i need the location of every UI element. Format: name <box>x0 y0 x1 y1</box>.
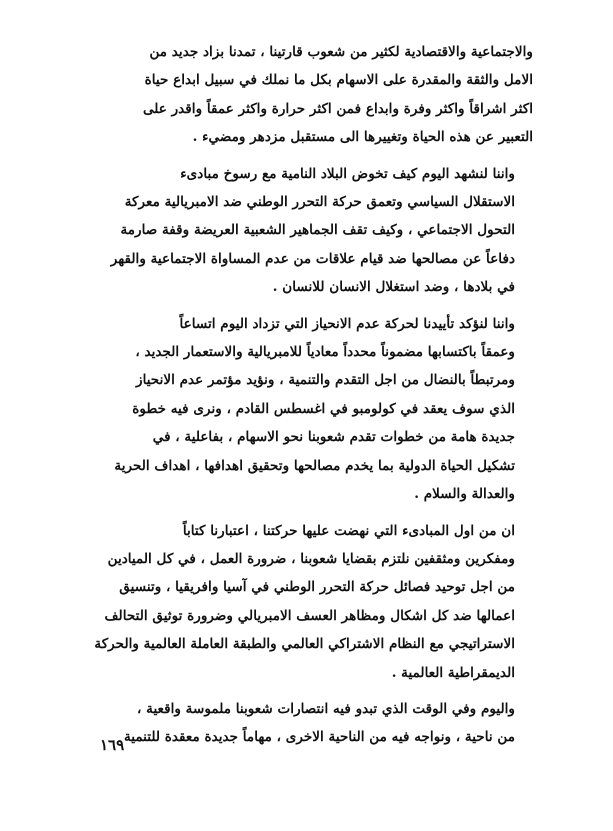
paragraph <box>88 38 533 152</box>
text-line: ومرتبطاً بالنضال من اجل التقدم والتنمية ، ونؤيد مؤتمر عدم الانحياز <box>136 372 515 389</box>
text-line: والعدالة والسلام . <box>414 486 515 503</box>
text-line: التعبير عن هذه الحياة وتغييرها الى مستقبل مزدهر ومضيء . <box>192 129 533 146</box>
text-line: الاستقلال السياسي وتعمق حركة التحرر الوطني ضد الامبريالية معركة <box>124 194 515 211</box>
text-line: تشكيل الحياة الدولية بما يخدم مصالحها وتحقيق اهدافها ، اهداف الحرية <box>114 457 515 474</box>
text-line: وعمقاً باكتسابها مضموناً محدداً معادياً للامبريالية والاستعمار الجديد ، <box>135 344 515 361</box>
text-line: واننا لنؤكد تأييدنا لحركة عدم الانحياز التي تزداد اليوم اتساعاً <box>179 315 515 332</box>
paragraph <box>88 695 533 752</box>
text-line: والاجتماعية والاقتصادية لكثير من شعوب قارتينا ، تمدنا بزاد جديد من <box>149 44 533 60</box>
text-line: الامل والثقة والمقدرة على الاسهام بكل ما نملك في سبيل ابداع حياة <box>144 72 533 89</box>
text-line: من ناحية ، ونواجه فيه من الناحية الاخرى ، مهاماً جديدة معقدة للتنمية <box>123 729 515 746</box>
text-line: الاستراتيجي مع النظام الاشتراكي العالمي والطبقة العاملة العالمية والحركة <box>94 636 515 653</box>
text-line: واليوم وفي الوقت الذي تبدو فيه انتصارات شعوبنا ملموسة واقعية ، <box>137 700 515 717</box>
text-line: ان من اول المبادىء التي نهضت عليها حركتنا ، اعتبارنا كتاباً <box>182 522 515 539</box>
text-line: الديمقراطية العالمية . <box>391 664 515 681</box>
paragraph <box>88 310 533 509</box>
text-line: التحول الاجتماعي ، وكيف تقف الجماهير الشعبية العريضة وقفة صارمة <box>120 222 515 239</box>
text-line: دفاعاً عن مصالحها ضد قيام علاقات من عدم المساواة الاجتماعية والقهر <box>110 250 515 267</box>
body-text <box>88 38 533 752</box>
paragraph <box>88 517 533 687</box>
text-line: اكثر اشراقاً واكثر وفرة وابداع فمن اكثر حرارة واكثر عمقاً واقدر على <box>142 100 533 117</box>
paragraph <box>88 160 533 302</box>
text-line: اعمالها ضد كل اشكال ومظاهر العسف الامبريالي وضرورة توثيق التحالف <box>104 607 515 624</box>
text-line: واننا لنشهد اليوم كيف تخوض البلاد النامية مع رسوخ مبادىء <box>180 165 515 182</box>
page-number: ١٦٩ <box>100 736 125 754</box>
text-line: جديدة هامة من خطوات تقدم شعوبنا نحو الاسهام ، بفاعلية ، في <box>152 429 515 446</box>
text-line: ومفكرين ومثقفين نلتزم بقضايا شعوبنا ، ضرورة العمل ، في كل الميادين <box>107 550 515 567</box>
text-line: في بلادها ، وضد استغلال الانسان للانسان . <box>272 279 515 296</box>
text-line: من اجل توحيد فصائل حركة التحرر الوطني في آسيا وافريقيا ، وتنسيق <box>119 579 515 596</box>
text-line: الذي سوف يعقد في كولومبو في اغسطس القادم ، ونرى فيه خطوة <box>132 400 515 417</box>
